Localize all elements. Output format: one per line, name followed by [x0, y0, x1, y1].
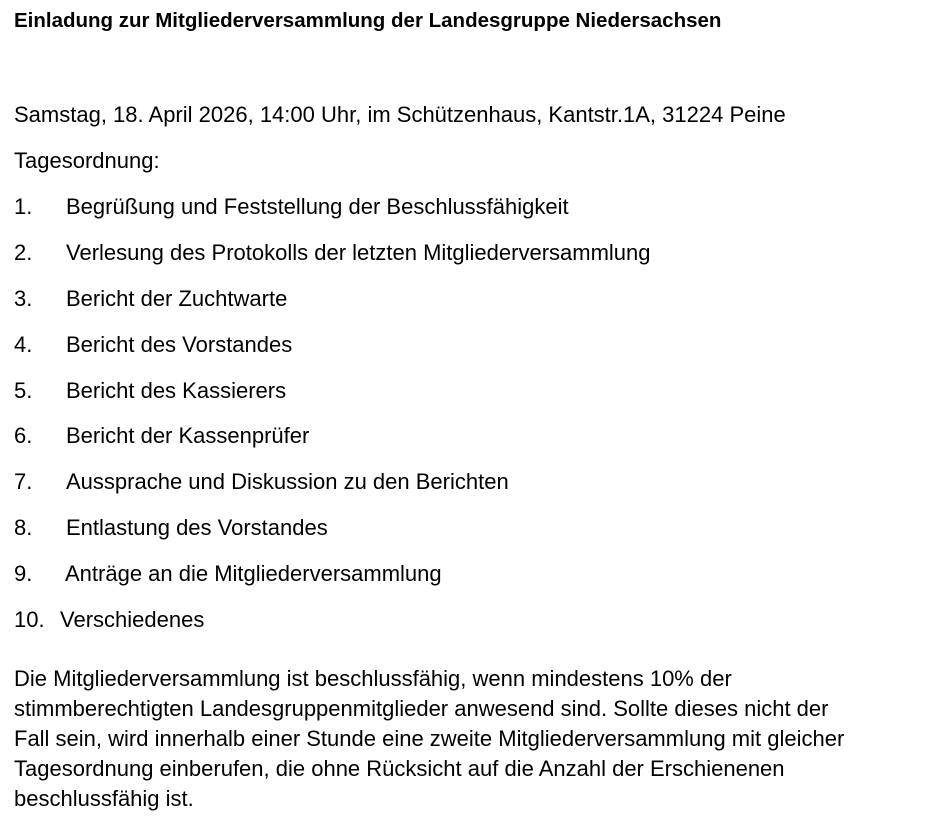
quorum-paragraph — [14, 664, 924, 814]
agenda-item-text: Bericht der Kassenprüfer — [66, 423, 310, 449]
agenda-item-text: Entlastung des Vorstandes — [66, 515, 328, 541]
agenda-item-text: Aussprache und Diskussion zu den Berichten — [66, 469, 509, 495]
agenda-item-number: 7. — [14, 469, 33, 495]
agenda-heading: Tagesordnung: — [14, 148, 160, 173]
document-title: Einladung zur Mitgliederversammlung der Landesgruppe Niedersachsen — [14, 9, 722, 32]
agenda-item-number: 4. — [14, 331, 33, 357]
agenda-item-number: 10. — [14, 607, 45, 633]
agenda-item-text: Anträge an die Mitgliederversammlung — [65, 561, 442, 587]
paragraph-line: Die Mitgliederversammlung ist beschlussfähig, wenn mindestens 10% der — [14, 666, 732, 691]
meeting-date-location: Samstag, 18. April 2026, 14:00 Uhr, im Schützenhaus, Kantstr.1A, 31224 Peine — [14, 102, 786, 127]
paragraph-line: beschlussfähig ist. — [14, 786, 194, 811]
agenda-item-number: 3. — [14, 285, 33, 311]
paragraph-line: Fall sein, wird innerhalb einer Stunde eine zweite Mitgliederversammlung mit gleicher — [14, 726, 845, 751]
agenda-item-number: 2. — [14, 239, 33, 265]
agenda-item-text: Bericht des Kassierers — [66, 377, 287, 403]
agenda-item-text: Bericht der Zuchtwarte — [66, 285, 288, 311]
paragraph-line: Tagesordnung einberufen, die ohne Rücksicht auf die Anzahl der Erschienenen — [14, 756, 785, 781]
agenda-item-text: Verlesung des Protokolls der letzten Mitgliederversammlung — [66, 239, 651, 265]
agenda-item-number: 1. — [14, 194, 33, 219]
agenda-item-number: 9. — [14, 561, 33, 587]
agenda-item-text: Verschiedenes — [60, 607, 205, 633]
paragraph-line: stimmberechtigten Landesgruppenmitglieder anwesend sind. Sollte dieses nicht der — [14, 696, 829, 721]
agenda-item-number: 6. — [14, 423, 33, 449]
agenda-item-text: Bericht des Vorstandes — [66, 331, 293, 357]
agenda-item-number: 5. — [14, 377, 33, 403]
agenda-item-text: Begrüßung und Feststellung der Beschlussfähigkeit — [66, 194, 569, 219]
agenda-item-number: 8. — [14, 515, 33, 541]
